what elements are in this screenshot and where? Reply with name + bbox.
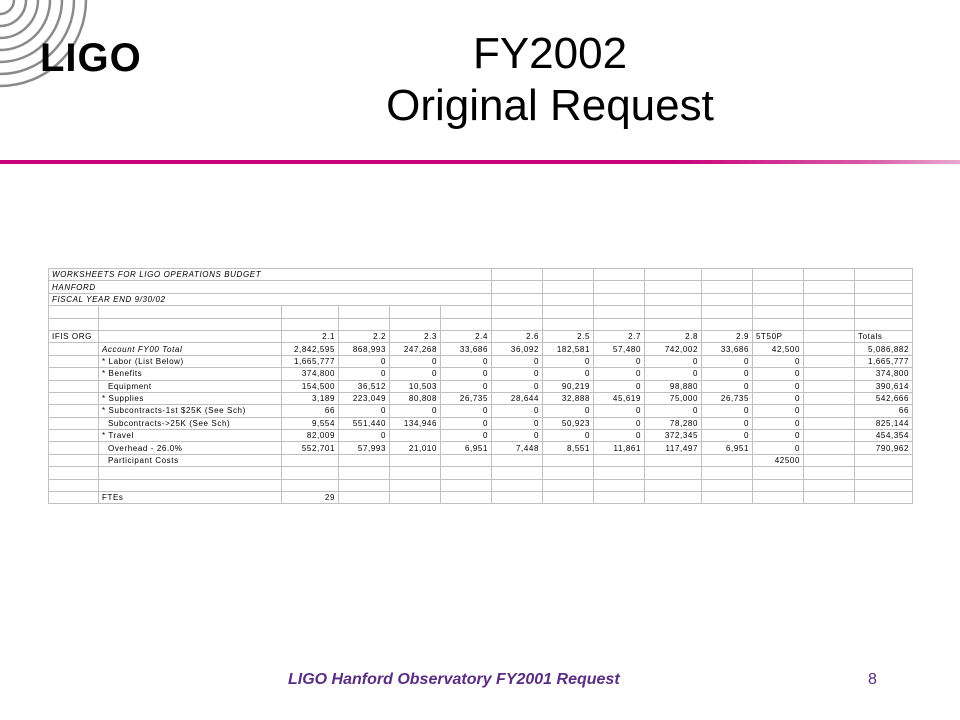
cell [441,306,492,318]
cell [441,454,492,466]
cell [49,405,99,417]
cell [804,430,855,442]
cell [804,380,855,392]
cell: 50,923 [543,417,594,429]
cell: 0 [390,405,441,417]
cell: 2.5 [543,330,594,342]
cell: 11,861 [594,442,645,454]
cell [49,442,99,454]
cell: 542,666 [855,392,913,404]
cell: FTEs [99,492,282,504]
sheet-blank-row [49,467,913,479]
cell [804,479,855,491]
cell [594,492,645,504]
cell: 0 [492,430,543,442]
cell: 374,800 [855,368,913,380]
sheet-data-row [49,392,913,404]
cell [804,355,855,367]
cell [282,467,339,479]
cell: 0 [441,380,492,392]
cell: 80,808 [390,392,441,404]
cell: 82,009 [282,430,339,442]
cell [390,306,441,318]
cell [753,293,804,305]
cell [855,281,913,293]
cell: 154,500 [282,380,339,392]
cell: 42,500 [753,343,804,355]
cell: 0 [702,355,753,367]
cell: 390,614 [855,380,913,392]
cell: 45,619 [594,392,645,404]
cell [543,467,594,479]
cell [282,479,339,491]
sheet-data-row [49,368,913,380]
cell: FISCAL YEAR END 9/30/02 [49,293,492,305]
sheet-data-row [49,355,913,367]
cell [702,454,753,466]
cell: 7,448 [492,442,543,454]
sheet-header-row [49,269,913,281]
cell [99,318,282,330]
cell: 26,735 [702,392,753,404]
cell [702,492,753,504]
footer-title: LIGO Hanford Observatory FY2001 Request [288,671,620,688]
sheet-header-row [49,281,913,293]
cell [804,417,855,429]
cell [49,479,99,491]
cell [804,269,855,281]
cell [543,454,594,466]
cell: IFIS ORG [49,330,99,342]
cell: 2.4 [441,330,492,342]
cell: 0 [492,355,543,367]
cell: 0 [390,368,441,380]
cell [390,454,441,466]
cell: 6,951 [441,442,492,454]
sheet-data-row [49,430,913,442]
cell: 0 [441,417,492,429]
cell [49,392,99,404]
cell [855,269,913,281]
cell [492,454,543,466]
cell: 2.8 [645,330,702,342]
cell [282,306,339,318]
cell [339,479,390,491]
cell [49,467,99,479]
cell [49,343,99,355]
cell [804,454,855,466]
cell: 0 [753,442,804,454]
cell [49,417,99,429]
cell [543,479,594,491]
page-number: 8 [868,671,877,688]
cell: * Labor (List Below) [99,355,282,367]
cell [804,318,855,330]
cell: 2.1 [282,330,339,342]
cell: 5T50P [753,330,804,342]
cell [543,269,594,281]
cell [753,281,804,293]
cell: 8,551 [543,442,594,454]
cell [753,479,804,491]
cell: 0 [594,430,645,442]
sheet-column-header [49,330,913,342]
cell: 223,049 [339,392,390,404]
cell: 0 [492,368,543,380]
cell: 32,888 [543,392,594,404]
cell [492,318,543,330]
cell [282,454,339,466]
budget-worksheet [48,268,913,504]
title-divider [0,160,960,164]
cell: 5,086,882 [855,343,913,355]
cell: 6,951 [702,442,753,454]
cell: 42500 [753,454,804,466]
cell [49,355,99,367]
cell [804,330,855,342]
cell: 66 [282,405,339,417]
cell [702,306,753,318]
cell: 0 [753,405,804,417]
cell: 454,354 [855,430,913,442]
cell: 1,665,777 [855,355,913,367]
title-line-2: Original Request [386,81,714,130]
cell: 0 [753,430,804,442]
cell: 134,946 [390,417,441,429]
cell: Equipment [99,380,282,392]
cell: 0 [702,368,753,380]
cell [49,430,99,442]
cell [594,467,645,479]
cell: Totals [855,330,913,342]
cell [492,492,543,504]
cell: 372,345 [645,430,702,442]
cell: 0 [543,368,594,380]
sheet-blank-row [49,479,913,491]
cell [339,318,390,330]
cell [702,318,753,330]
cell [645,479,702,491]
cell: 2.7 [594,330,645,342]
cell: Participant Costs [99,454,282,466]
cell [645,293,702,305]
cell: * Supplies [99,392,282,404]
sheet-data-row [49,343,913,355]
cell [594,269,645,281]
cell [49,306,99,318]
cell: 2,842,595 [282,343,339,355]
cell: 0 [492,417,543,429]
cell: 0 [645,355,702,367]
cell: 36,512 [339,380,390,392]
cell [855,479,913,491]
cell [492,306,543,318]
sheet-data-row [49,417,913,429]
cell [492,467,543,479]
sheet-header-row [49,293,913,305]
cell [594,306,645,318]
cell [753,467,804,479]
cell: 0 [543,430,594,442]
cell: 57,993 [339,442,390,454]
cell [753,269,804,281]
cell [282,318,339,330]
cell [855,454,913,466]
cell [543,281,594,293]
cell: 33,686 [702,343,753,355]
cell: 10,503 [390,380,441,392]
cell: 0 [543,355,594,367]
cell [645,467,702,479]
cell [855,318,913,330]
cell [753,492,804,504]
cell: 2.6 [492,330,543,342]
cell: 742,002 [645,343,702,355]
cell [645,306,702,318]
cell: 0 [702,430,753,442]
cell [390,467,441,479]
sheet-data-row [49,454,913,466]
cell [594,318,645,330]
cell: 790,962 [855,442,913,454]
cell [441,318,492,330]
cell: 374,800 [282,368,339,380]
cell [99,330,282,342]
cell: 2.2 [339,330,390,342]
cell: 868,993 [339,343,390,355]
cell: Subcontracts->25K (See Sch) [99,417,282,429]
cell [492,293,543,305]
cell: 0 [339,430,390,442]
cell [99,306,282,318]
cell: 28,644 [492,392,543,404]
cell [441,479,492,491]
cell [390,430,441,442]
cell: 182,581 [543,343,594,355]
cell [804,293,855,305]
cell: 21,010 [390,442,441,454]
cell: 0 [753,392,804,404]
cell: * Travel [99,430,282,442]
cell: 0 [702,417,753,429]
title-line-1: FY2002 [472,29,628,78]
cell [804,368,855,380]
cell [99,467,282,479]
cell: 551,440 [339,417,390,429]
cell [804,467,855,479]
cell [339,467,390,479]
cell: 0 [594,368,645,380]
cell: 36,092 [492,343,543,355]
cell [543,318,594,330]
cell: 247,268 [390,343,441,355]
cell: 90,219 [543,380,594,392]
cell [594,454,645,466]
cell [543,293,594,305]
cell [702,281,753,293]
sheet-blank-row [49,318,913,330]
cell: 0 [753,355,804,367]
sheet-blank-row [49,306,913,318]
cell [645,281,702,293]
cell [855,467,913,479]
cell: 2.3 [390,330,441,342]
cell: 26,735 [441,392,492,404]
cell [594,281,645,293]
cell [49,380,99,392]
cell [99,479,282,491]
cell: 1,665,777 [282,355,339,367]
cell [645,492,702,504]
cell: 117,497 [645,442,702,454]
sheet-data-row [49,405,913,417]
cell: 9,554 [282,417,339,429]
cell: 0 [594,417,645,429]
page-title [0,28,960,132]
cell: 0 [594,405,645,417]
cell [594,293,645,305]
cell: 0 [339,405,390,417]
cell: 0 [492,380,543,392]
cell [855,293,913,305]
cell: 0 [753,380,804,392]
cell: 0 [441,368,492,380]
cell [390,479,441,491]
cell: 0 [645,368,702,380]
cell: Overhead - 26.0% [99,442,282,454]
cell: 0 [492,405,543,417]
cell [804,281,855,293]
cell: 66 [855,405,913,417]
cell: 0 [753,417,804,429]
cell: 0 [753,368,804,380]
cell [49,318,99,330]
cell: 0 [702,380,753,392]
cell [804,405,855,417]
cell [543,492,594,504]
cell [390,318,441,330]
sheet-data-row [49,380,913,392]
cell [441,492,492,504]
cell [49,492,99,504]
cell [804,492,855,504]
cell: 0 [441,355,492,367]
cell: * Benefits [99,368,282,380]
cell: WORKSHEETS FOR LIGO OPERATIONS BUDGET [49,269,492,281]
cell [804,442,855,454]
cell [855,492,913,504]
cell: 0 [339,355,390,367]
cell [804,392,855,404]
cell [702,269,753,281]
cell [645,454,702,466]
cell: 29 [282,492,339,504]
cell: HANFORD [49,281,492,293]
cell: 2.9 [702,330,753,342]
sheet-fte-row [49,492,913,504]
cell [804,343,855,355]
cell [753,306,804,318]
cell: 78,280 [645,417,702,429]
cell: * Subcontracts-1st $25K (See Sch) [99,405,282,417]
cell [390,492,441,504]
cell: 0 [339,368,390,380]
cell [339,454,390,466]
cell: 552,701 [282,442,339,454]
cell [855,306,913,318]
sheet-data-row [49,442,913,454]
cell: Account FY00 Total [99,343,282,355]
cell [543,306,594,318]
cell [492,479,543,491]
cell: 0 [645,405,702,417]
cell [49,368,99,380]
cell: 98,880 [645,380,702,392]
logo-text: LIGO [40,36,142,80]
cell: 0 [594,355,645,367]
cell [753,318,804,330]
cell [441,467,492,479]
cell [492,269,543,281]
cell [702,479,753,491]
cell [702,467,753,479]
cell [645,318,702,330]
cell [49,454,99,466]
cell [594,479,645,491]
cell: 0 [702,405,753,417]
cell: 57,480 [594,343,645,355]
cell: 825,144 [855,417,913,429]
cell: 0 [390,355,441,367]
cell: 0 [594,380,645,392]
cell: 3,189 [282,392,339,404]
cell [702,293,753,305]
cell: 33,686 [441,343,492,355]
cell: 0 [543,405,594,417]
cell [492,281,543,293]
cell [645,269,702,281]
cell [339,306,390,318]
cell: 0 [441,430,492,442]
cell [339,492,390,504]
cell: 75,000 [645,392,702,404]
cell: 0 [441,405,492,417]
cell [804,306,855,318]
